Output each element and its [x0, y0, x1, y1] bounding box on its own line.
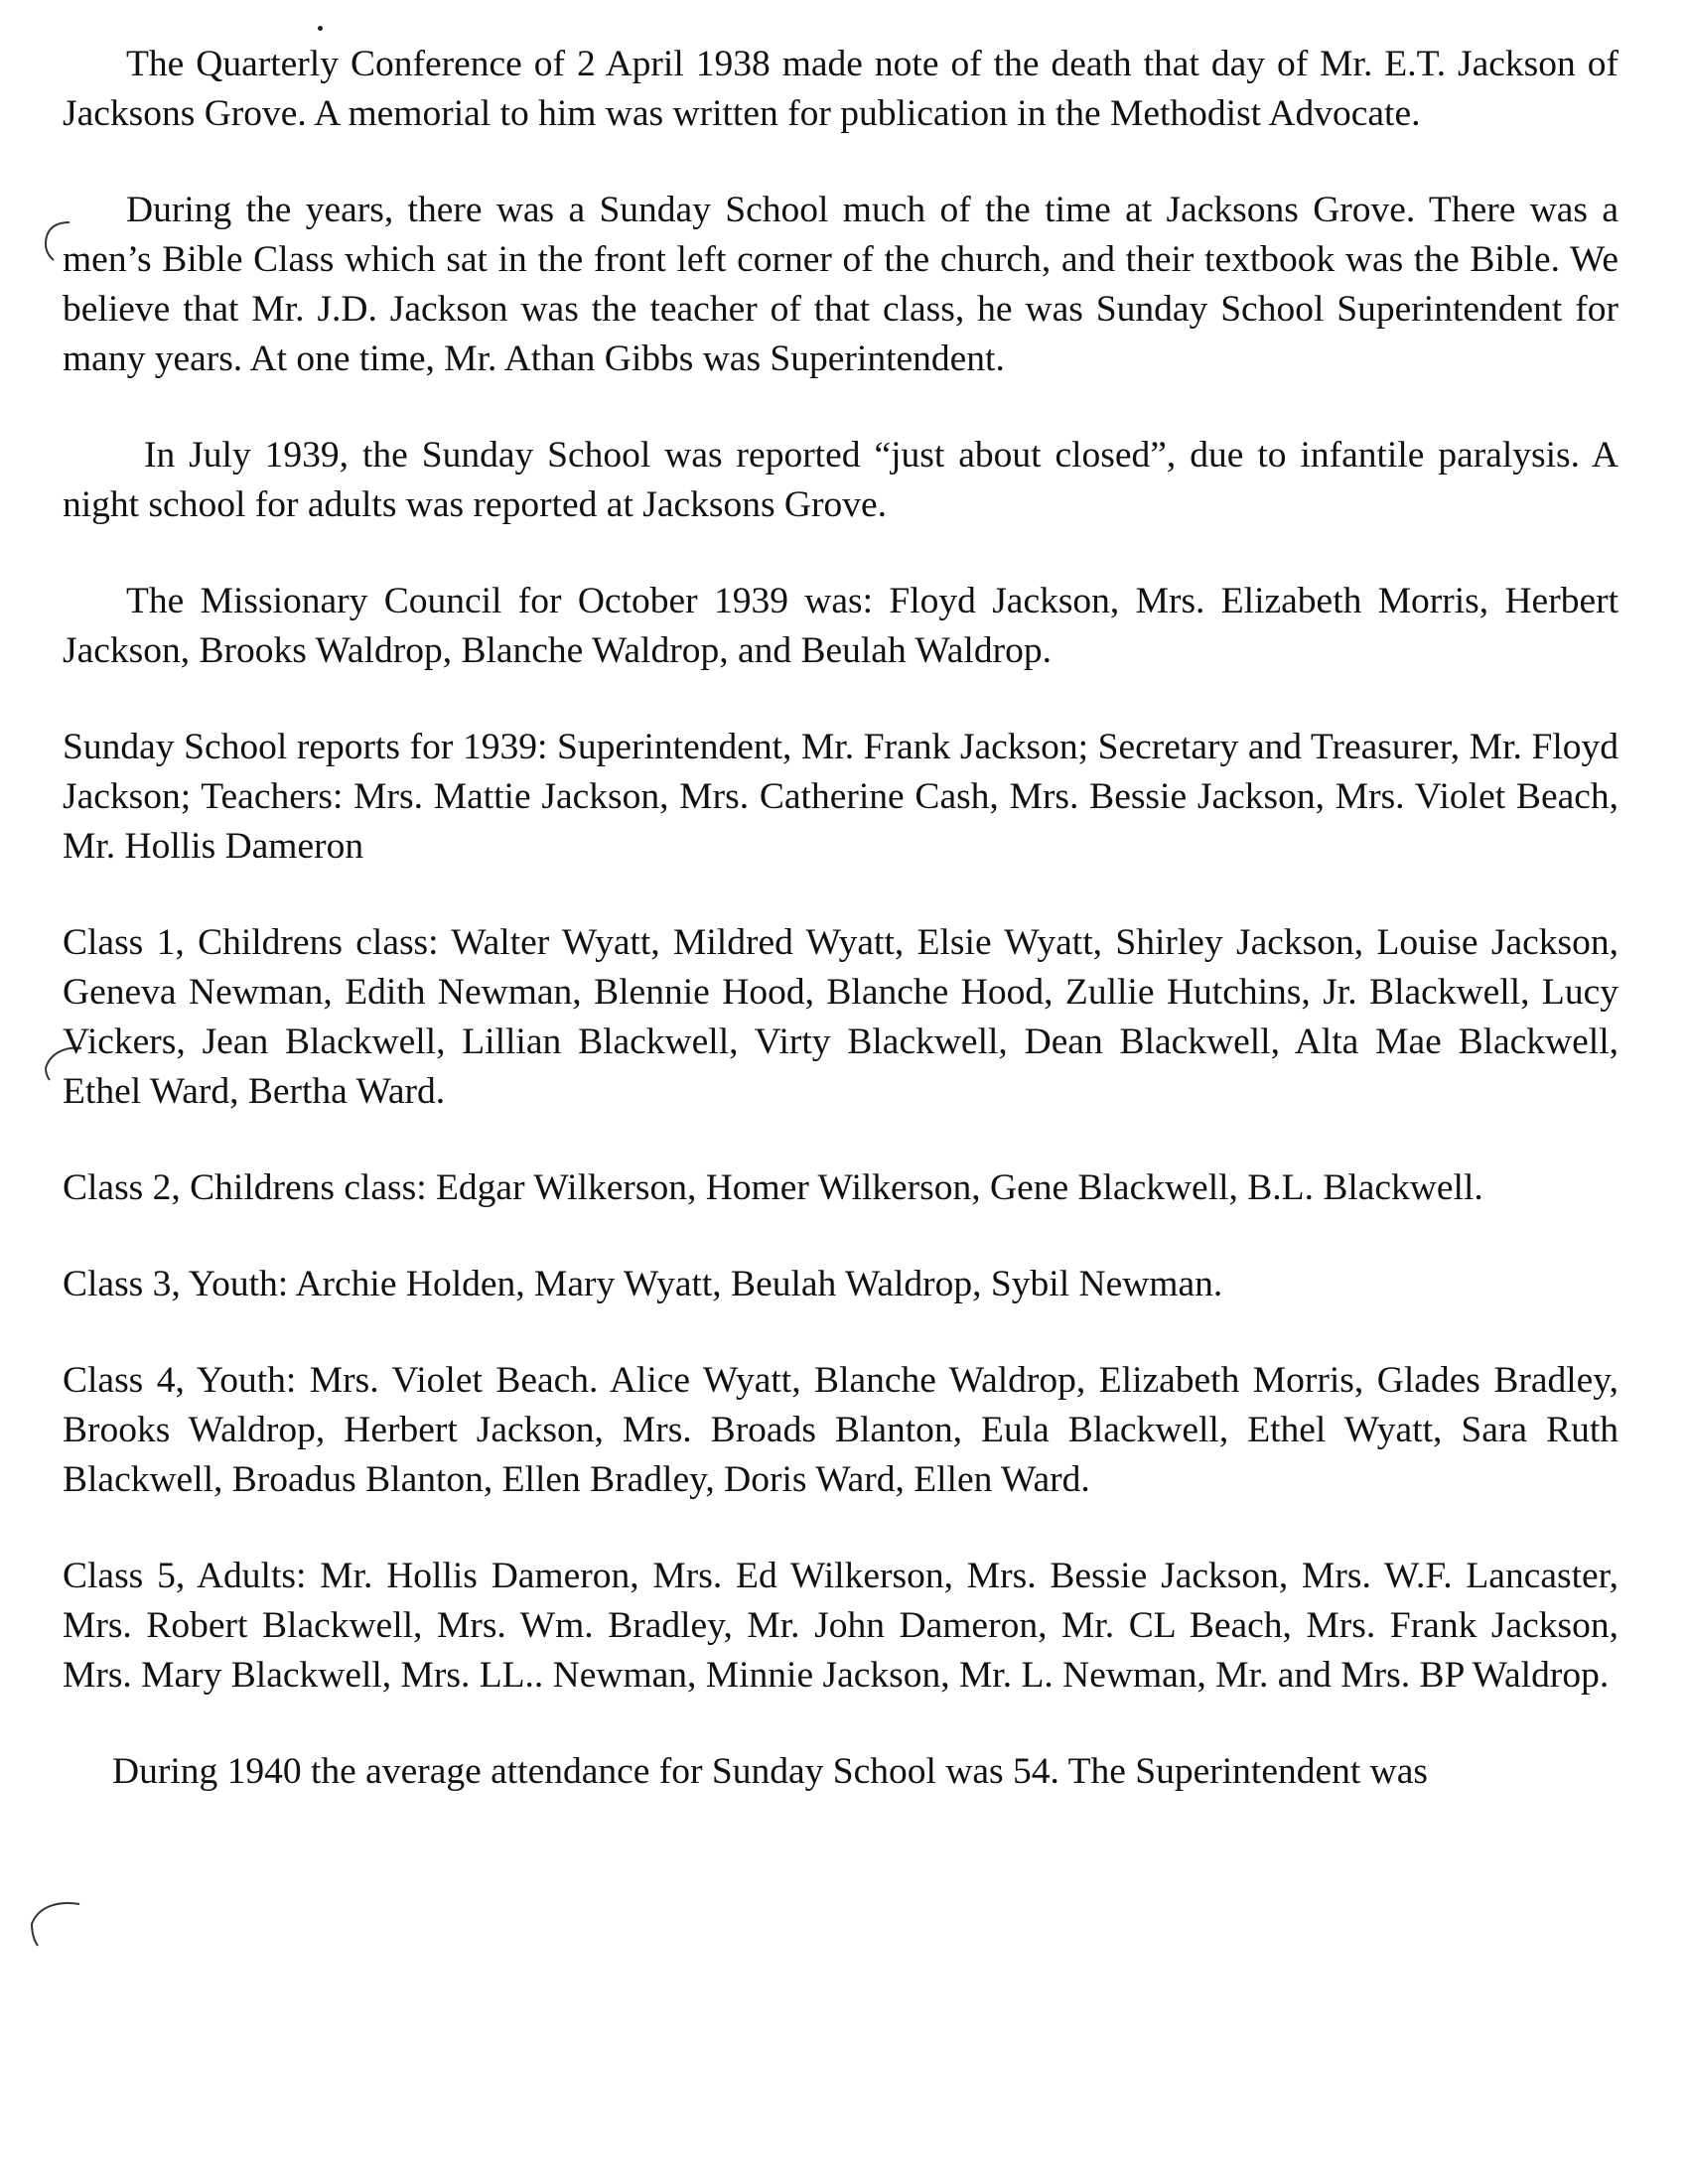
paragraph-class-3: Class 3, Youth: Archie Holden, Mary Wyatt, Beulah Waldrop, Sybil Newman. — [63, 1264, 1223, 1304]
paragraph-missionary-council: The Missionary Council for October 1939 was: Floyd Jackson, Mrs. Elizabeth Morris, Herbert Jackson, Brooks Waldrop, Blanche Waldrop, and Beulah Waldrop. — [63, 581, 1618, 671]
paragraph-class-4: Class 4, Youth: Mrs. Violet Beach. Alice Wyatt, Blanche Waldrop, Elizabeth Morris, Glades Bradley, Brooks Waldrop, Herbert Jackson, Mrs. Broads Blanton, Eula Blackwell, Ethel Wyatt, Sara Ruth Blackwell, Broadus Blanton, Ellen Bradley, Doris Ward, Ellen Ward. — [63, 1360, 1618, 1500]
punch-hole-mark-bottom-icon — [26, 1894, 85, 1964]
paragraph-bible-class: During the years, there was a Sunday School much of the time at Jacksons Grove. There was a men’s Bible Class which sat in the front left corner of the church, and their textbook was the Bible. We believe that Mr. J.D. Jackson was the teacher of that class, he was Sunday School Superintendent for many years. At one time, Mr. Athan Gibbs was Superintendent. — [63, 190, 1618, 379]
paragraph-sunday-school-reports: Sunday School reports for 1939: Superintendent, Mr. Frank Jackson; Secretary and Treasurer, Mr. Floyd Jackson; Teachers: Mrs. Mattie Jackson, Mrs. Catherine Cash, Mrs. Bessie Jackson, Mrs. Violet Beach, Mr. Hollis Dameron — [63, 727, 1618, 867]
paragraph-attendance-1940: During 1940 the average attendance for Sunday School was 54. The Superintendent was — [112, 1751, 1428, 1792]
paragraph-infantile-paralysis: In July 1939, the Sunday School was reported “just about closed”, due to infantile paralysis. A night school for adults was reported at Jacksons Grove. — [63, 435, 1618, 525]
paragraph-memorial: The Quarterly Conference of 2 April 1938 made note of the death that day of Mr. E.T. Jackson of Jacksons Grove. A memorial to him was written for publication in the Methodist Advocate. — [63, 44, 1618, 134]
paragraph-class-2: Class 2, Childrens class: Edgar Wilkerson, Homer Wilkerson, Gene Blackwell, B.L. Blackwell. — [63, 1167, 1483, 1208]
paragraph-class-5: Class 5, Adults: Mr. Hollis Dameron, Mrs. Ed Wilkerson, Mrs. Bessie Jackson, Mrs. W.F. Lancaster, Mrs. Robert Blackwell, Mrs. Wm. Bradley, Mr. John Dameron, Mr. CL Beach, Mrs. Frank Jackson, Mrs. Mary Blackwell, Mrs. LL.. Newman, Minnie Jackson, Mr. L. Newman, Mr. and Mrs. BP Waldrop. — [63, 1556, 1618, 1696]
scan-speck — [318, 26, 323, 31]
paragraph-class-1: Class 1, Childrens class: Walter Wyatt, Mildred Wyatt, Elsie Wyatt, Shirley Jackson, Louise Jackson, Geneva Newman, Edith Newman, Blennie Hood, Blanche Hood, Zullie Hutchins, Jr. Blackwell, Lucy Vickers, Jean Blackwell, Lillian Blackwell, Virty Blackwell, Dean Blackwell, Alta Mae Blackwell, Ethel Ward, Bertha Ward. — [63, 922, 1618, 1112]
document-page — [63, 40, 1618, 1843]
